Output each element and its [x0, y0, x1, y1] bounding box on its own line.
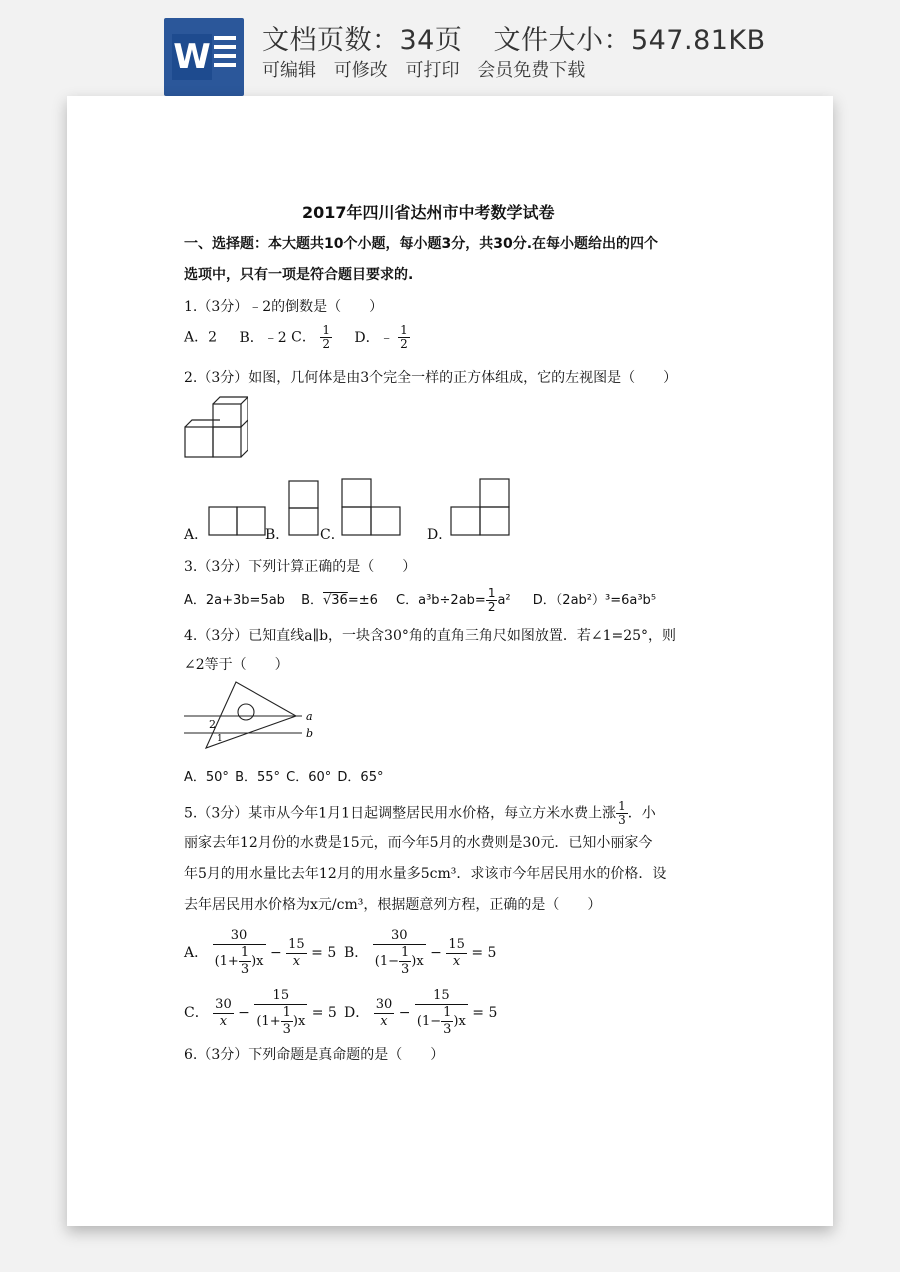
- q5-c-num-15: 15: [254, 988, 307, 1005]
- q1-stem: 1.（3分）﹣2的倒数是（ ）: [184, 299, 384, 315]
- file-size: 文件大小：547.81KB: [493, 25, 766, 56]
- q4-line-b-label: b: [306, 727, 314, 740]
- q5-c-num-30: 30: [215, 996, 232, 1012]
- q5-c-den-x: x: [219, 1013, 228, 1029]
- document-lines-icon: [214, 36, 236, 72]
- q3-option-b-sqrt: √36: [323, 593, 348, 608]
- q3-stem: 3.（3分）下列计算正确的是（ ）: [184, 559, 417, 575]
- q2-option-c: C．: [320, 527, 345, 543]
- q2-option-b: B．: [265, 527, 290, 543]
- q5-c-small-fraction: [281, 1005, 293, 1038]
- q5-option-c: [184, 988, 337, 1038]
- q5-d-minus: −: [398, 1005, 411, 1021]
- q5-a-fraction-1: [213, 928, 266, 978]
- q5-c-den-close: )x: [292, 1014, 306, 1029]
- q2-stem: 2.（3分）如图，几何体是由3个完全一样的正方体组成，它的左视图是（ ）: [184, 370, 678, 386]
- q5-rate-fraction: [616, 800, 628, 827]
- feature-list: [262, 56, 597, 82]
- q5-d-den-x: x: [380, 1013, 388, 1029]
- q5-a-equals: = 5: [311, 945, 337, 961]
- section-heading-line2: 选项中，只有一项是符合题目要求的.: [184, 267, 414, 283]
- q1-option-c-fraction: [320, 324, 332, 351]
- q5-d-small-num: 1: [443, 1005, 452, 1020]
- q6-stem: 6.（3分）下列命题是真命题的是（ ）: [184, 1047, 445, 1063]
- q1-option-d-fraction: [398, 324, 410, 351]
- q3-option-a: A．2a+3b=5ab: [184, 593, 285, 608]
- q5-d-fraction-2: [415, 988, 468, 1038]
- q5-d-den-open: (1−: [416, 1014, 442, 1029]
- q3-option-c-right: a²: [497, 593, 511, 608]
- q5-d-num-30: 30: [375, 996, 393, 1012]
- header-banner: [0, 0, 900, 100]
- q1-option-a: A．2: [184, 329, 218, 346]
- q1-d-denominator: 2: [400, 337, 408, 351]
- section-heading-line1: 一、选择题：本大题共10个小题，每小题3分，共30分.在每小题给出的四个: [184, 236, 659, 252]
- q5-b-den-close: )x: [411, 954, 424, 969]
- q2-solid-figure: [184, 394, 248, 460]
- q5-c-minus: −: [238, 1005, 250, 1021]
- q5-d-den-close: )x: [453, 1014, 466, 1029]
- q3-c-denominator: 2: [487, 600, 496, 614]
- q3-option-b-result: =±6: [347, 593, 378, 608]
- q5-b-num-30: 30: [373, 928, 426, 945]
- q1-d-numerator: 1: [400, 323, 408, 337]
- q5-b-small-num: 1: [401, 945, 410, 960]
- q5-line4: 去年居民用水价格为x元/cm³，根据题意列方程，正确的是（ ）: [184, 897, 602, 913]
- word-logo-letter: W: [172, 34, 212, 80]
- q1-c-denominator: 2: [322, 337, 330, 351]
- q5-option-d-label: D．: [344, 1005, 370, 1021]
- q5-line1-text: 5.（3分）某市从今年1月1日起调整居民用水价格，每立方米水费上涨: [184, 805, 617, 822]
- q5-option-b-label: B．: [344, 945, 369, 961]
- feature-printable: 可打印: [405, 60, 460, 81]
- q5-option-d: [344, 988, 497, 1038]
- q5-b-den-1: [373, 945, 426, 978]
- q5-b-den-open: (1−: [374, 954, 399, 969]
- q5-a-den-x: x: [292, 953, 301, 969]
- q3-option-b-label: B．: [301, 593, 323, 608]
- q3-option-d: D．（2ab²）³=6a³b⁵: [532, 593, 657, 608]
- q5-a-num-30: 30: [213, 928, 266, 945]
- q5-c-equals: = 5: [311, 1005, 337, 1021]
- q3-c-numerator: 1: [487, 586, 496, 600]
- q5-c-den-open: (1+: [256, 1014, 281, 1029]
- q3-option-c-left: C．a³b÷2ab=: [396, 593, 486, 608]
- q5-line1: [184, 800, 656, 827]
- q1-option-c: C．: [291, 329, 316, 346]
- q1-c-numerator: 1: [322, 323, 330, 337]
- q5-d-fraction-1: [374, 997, 395, 1030]
- q5-d-equals: = 5: [472, 1005, 498, 1021]
- q4-stem-line2: ∠2等于（ ）: [184, 657, 289, 673]
- q5-line3: 年5月的用水量比去年12月的用水量多5cm³．求该市今年居民用水的价格．设: [184, 866, 667, 882]
- q5-b-small-fraction: [399, 945, 411, 978]
- q4-triangle-figure: [184, 680, 324, 752]
- q4-angle-1-label: 1: [217, 734, 223, 744]
- q5-d-small-fraction: [441, 1005, 453, 1038]
- feature-editable: 可编辑: [262, 60, 316, 81]
- q5-c-small-num: 1: [282, 1005, 291, 1020]
- file-meta: [262, 18, 788, 57]
- q5-d-small-den: 3: [443, 1022, 452, 1037]
- q5-c-small-den: 3: [282, 1022, 291, 1037]
- word-document-icon: [164, 18, 244, 96]
- q2-option-c-figure: [341, 478, 401, 536]
- q5-d-den-2: [415, 1005, 468, 1038]
- q2-option-b-figure: [288, 480, 319, 536]
- q5-c-fraction-2: [254, 988, 307, 1038]
- q5-line2: 丽家去年12月份的水费是15元，而今年5月的水费则是30元．已知小丽家今: [184, 835, 653, 851]
- q5-b-small-den: 3: [401, 962, 410, 977]
- q5-a-den-open: (1+: [214, 954, 239, 969]
- q1-option-d: D．﹣: [354, 329, 394, 346]
- q4-angle-2-label: 2: [209, 718, 216, 731]
- q4-line-a-label: a: [306, 710, 313, 723]
- q5-a-fraction-2: [286, 937, 307, 970]
- feature-member-download: 会员免费下载: [477, 60, 586, 81]
- q3-options: [184, 587, 656, 614]
- q5-d-num-15: 15: [415, 988, 468, 1005]
- q5-option-b: [344, 928, 496, 978]
- q2-option-d: D．: [427, 527, 453, 543]
- q5-line1-tail: ．小: [627, 805, 656, 822]
- document-page: [67, 96, 833, 1226]
- q5-a-den-close: )x: [251, 954, 264, 969]
- q5-a-small-num: 1: [240, 945, 250, 960]
- q2-option-d-figure: [450, 478, 510, 536]
- q5-b-fraction-2: [446, 937, 467, 970]
- q5-b-den-x: x: [452, 953, 461, 969]
- q2-option-a: A．: [184, 527, 209, 543]
- q5-a-minus: −: [269, 945, 282, 961]
- q5-c-fraction-1: [213, 997, 234, 1030]
- q5-rate-numerator: 1: [618, 799, 626, 813]
- q3-option-c-fraction: [486, 587, 498, 614]
- q5-b-minus: −: [430, 945, 442, 961]
- feature-modifiable: 可修改: [333, 60, 388, 81]
- q5-b-equals: = 5: [471, 945, 497, 961]
- q5-a-den-1: [213, 945, 266, 978]
- q5-c-den-2: [254, 1005, 307, 1038]
- q1-options: [184, 324, 410, 351]
- q5-a-small-den: 3: [240, 962, 250, 977]
- q5-option-a: [184, 928, 336, 978]
- page-count: 文档页数：34页: [262, 25, 463, 56]
- q5-rate-denominator: 3: [618, 813, 626, 827]
- page-title: 2017年四川省达州市中考数学试卷: [302, 203, 555, 222]
- q5-b-num-15: 15: [448, 936, 465, 952]
- q5-a-num-15: 15: [288, 936, 305, 952]
- q2-option-a-figure: [208, 506, 266, 536]
- q1-option-b: B．﹣2: [239, 329, 287, 346]
- q4-stem-line1: 4.（3分）已知直线a∥b，一块含30°角的直角三角尺如图放置．若∠1=25°，则: [184, 628, 677, 644]
- q5-option-c-label: C．: [184, 1005, 209, 1021]
- q4-options: A．50° B．55° C．60° D．65°: [184, 770, 384, 785]
- q5-a-small-fraction: [239, 945, 251, 978]
- q5-option-a-label: A．: [184, 945, 209, 961]
- q5-b-fraction-1: [373, 928, 426, 978]
